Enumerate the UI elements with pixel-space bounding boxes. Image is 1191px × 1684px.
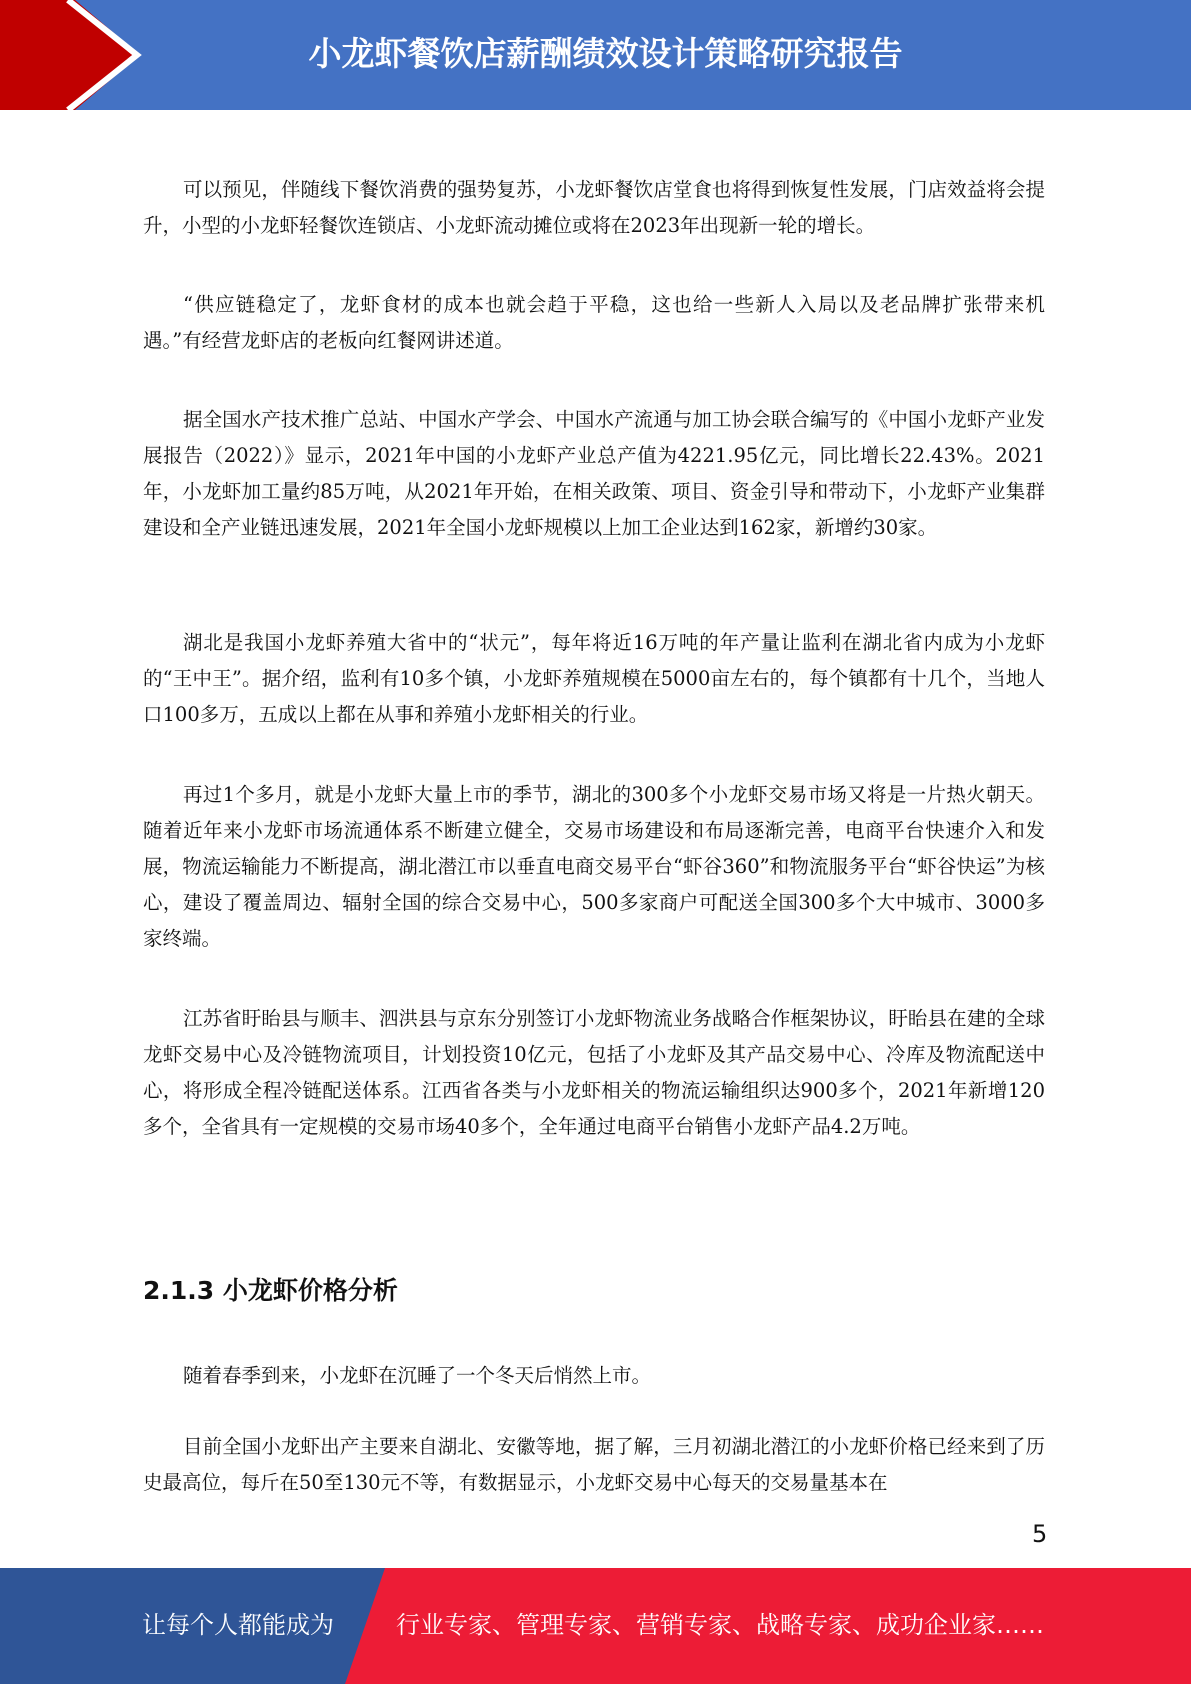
- footer-slogan-right: 行业专家、管理专家、营销专家、战略专家、成功企业家……: [396, 1611, 1044, 1639]
- section-heading: 2.1.3 小龙虾价格分析: [143, 1276, 398, 1305]
- paragraph: “供应链稳定了，龙虾食材的成本也就会趋于平稳，这也给一些新人入局以及老品牌扩张带来机遇。”有经营龙虾店的老板向红餐网讲述道。: [143, 293, 1045, 352]
- page-footer: [0, 1568, 1191, 1684]
- footer-slogan-left: 让每个人都能成为: [142, 1611, 334, 1639]
- paragraph: 再过1个多月，就是小龙虾大量上市的季节，湖北的300多个小龙虾交易市场又将是一片热火朝天。随着近年来小龙虾市场流通体系不断建立健全，交易市场建设和布局逐渐完善，电商平台快速介入和发展，物流运输能力不断提高，湖北潜江市以垂直电商交易平台“虾谷360”和物流服务平台“虾谷快运”为核心，建设了覆盖周边、辐射全国的综合交易中心，500多家商户可配送全国300多个大中城市、3000多家终端。: [143, 783, 1045, 950]
- paragraph: 江苏省盱眙县与顺丰、泗洪县与京东分别签订小龙虾物流业务战略合作框架协议，盱眙县在建的全球龙虾交易中心及冷链物流项目，计划投资10亿元，包括了小龙虾及其产品交易中心、冷库及物流配送中心，将形成全程冷链配送体系。江西省各类与小龙虾相关的物流运输组织达900多个，2021年新增120多个，全省具有一定规模的交易市场40多个，全年通过电商平台销售小龙虾产品4.2万吨。: [143, 1007, 1045, 1138]
- paragraph: 目前全国小龙虾出产主要来自湖北、安徽等地，据了解，三月初湖北潜江的小龙虾价格已经来到了历史最高位，每斤在50至130元不等，有数据显示，小龙虾交易中心每天的交易量基本在: [143, 1435, 1045, 1494]
- paragraph: 湖北是我国小龙虾养殖大省中的“状元”，每年将近16万吨的年产量让监利在湖北省内成为小龙虾的“王中王”。据介绍，监利有10多个镇，小龙虾养殖规模在5000亩左右的，每个镇都有十几个，当地人口100多万，五成以上都在从事和养殖小龙虾相关的行业。: [143, 631, 1045, 726]
- page-number: 5: [1032, 1520, 1048, 1548]
- report-title: 小龙虾餐饮店薪酬绩效设计策略研究报告: [308, 34, 903, 73]
- paragraph: 据全国水产技术推广总站、中国水产学会、中国水产流通与加工协会联合编写的《中国小龙虾产业发展报告（2022）》显示，2021年中国的小龙虾产业总产值为4221.95亿元，同比增长22.43%。2021年，小龙虾加工量约85万吨，从2021年开始，在相关政策、项目、资金引导和带动下，小龙虾产业集群建设和全产业链迅速发展，2021年全国小龙虾规模以上加工企业达到162家，新增约30家。: [143, 408, 1045, 539]
- paragraph: 可以预见，伴随线下餐饮消费的强势复苏，小龙虾餐饮店堂食也将得到恢复性发展，门店效益将会提升，小型的小龙虾轻餐饮连锁店、小龙虾流动摊位或将在2023年出现新一轮的增长。: [143, 178, 1045, 237]
- paragraph: 随着春季到来，小龙虾在沉睡了一个冬天后悄然上市。: [183, 1364, 652, 1387]
- page-header: [0, 0, 1191, 110]
